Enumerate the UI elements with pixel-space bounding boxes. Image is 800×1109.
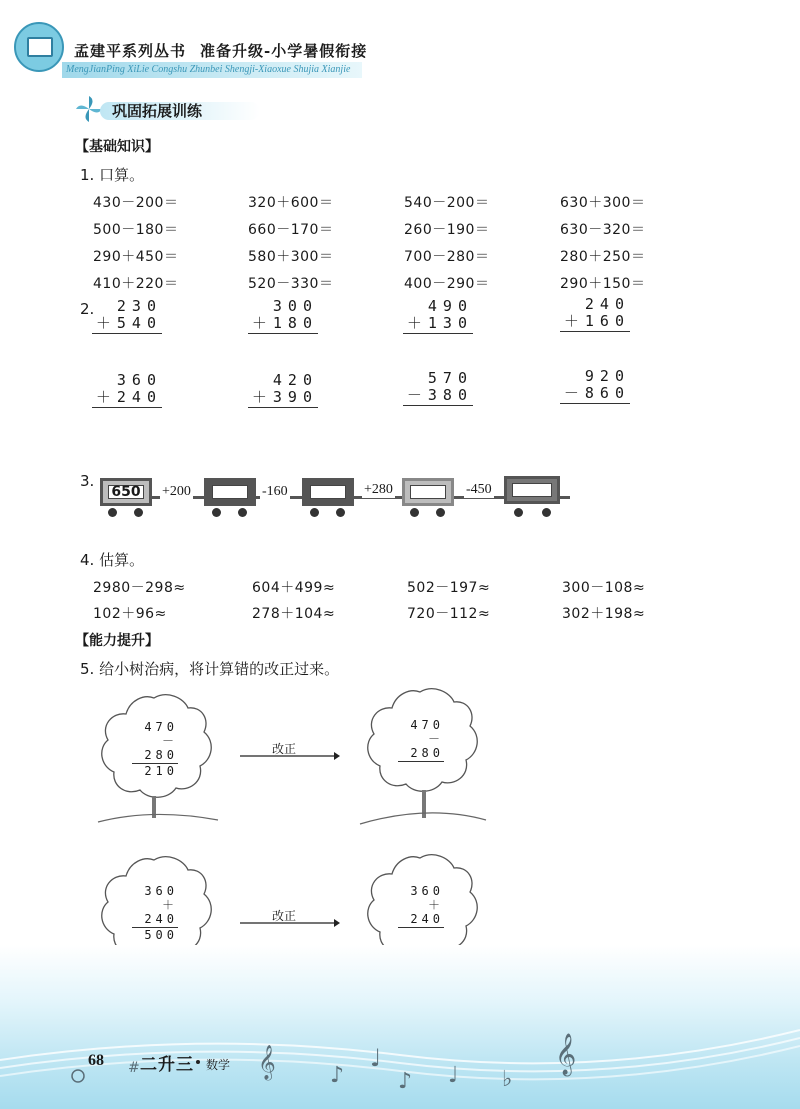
tree-calc-fix[interactable] bbox=[396, 718, 444, 762]
wheel-icon bbox=[514, 508, 523, 517]
q4-item: 102＋96≈ bbox=[93, 606, 167, 622]
q4-item: 2980－298≈ bbox=[93, 580, 186, 596]
q3-number: 3. bbox=[80, 472, 95, 490]
q1-item: 290＋150＝ bbox=[560, 276, 646, 292]
wheel-icon bbox=[212, 508, 221, 517]
tree-calc-wrong bbox=[130, 720, 178, 778]
train-diagram bbox=[100, 474, 570, 526]
q4-item: 278＋104≈ bbox=[252, 606, 336, 622]
q2-rule bbox=[92, 333, 162, 334]
operation-label: +280 bbox=[364, 482, 393, 497]
q2-bottom: ＋240 bbox=[95, 388, 162, 406]
start-number: 650 bbox=[111, 484, 141, 500]
q2-bottom: －380 bbox=[406, 386, 473, 404]
section-basic: 【基础知识】 bbox=[75, 139, 159, 155]
q2-bottom: ＋160 bbox=[563, 312, 630, 330]
q4-item: 502－197≈ bbox=[407, 580, 491, 596]
tree-top: 470 bbox=[410, 718, 444, 732]
wheel-icon bbox=[134, 508, 143, 517]
q2-rule bbox=[248, 333, 318, 334]
q2-bottom: ＋390 bbox=[251, 388, 318, 406]
q2-problem bbox=[556, 296, 630, 332]
subject-label: 数学 bbox=[206, 1058, 231, 1072]
book-title: 准备升级-小学暑假衔接 bbox=[200, 42, 368, 60]
q2-rule bbox=[248, 407, 318, 408]
answer-box[interactable] bbox=[212, 485, 248, 499]
operation-label: -450 bbox=[466, 482, 492, 497]
q1-item: 580＋300＝ bbox=[248, 249, 334, 265]
q2-top: 360 bbox=[116, 371, 162, 389]
arrow-icon bbox=[240, 752, 340, 760]
q1-item: 430－200＝ bbox=[93, 195, 179, 211]
q2-top: 490 bbox=[427, 297, 473, 315]
tree-rule bbox=[398, 927, 444, 928]
tree-top: 360 bbox=[410, 884, 444, 898]
q2-top: 230 bbox=[116, 297, 162, 315]
tree-top: 360 bbox=[144, 884, 178, 898]
svg-text:♪: ♪ bbox=[398, 1069, 413, 1094]
section-ability: 【能力提升】 bbox=[75, 633, 159, 649]
section-banner: 巩固拓展训练 bbox=[112, 102, 203, 120]
dot-separator bbox=[196, 1060, 200, 1064]
q1-item: 290＋450＝ bbox=[93, 249, 179, 265]
pinyin-subtitle: MengJianPing XiLie Congshu Zhunbei Shengji-Xiaoxue Shujia Xianjie bbox=[66, 64, 351, 75]
q2-rule bbox=[403, 333, 473, 334]
correct-label: 改正 bbox=[272, 742, 297, 756]
q1-item: 320＋600＝ bbox=[248, 195, 334, 211]
svg-text:♪: ♪ bbox=[330, 1063, 345, 1088]
q2-problem bbox=[244, 372, 318, 408]
answer-box[interactable] bbox=[512, 483, 552, 497]
wheel-icon bbox=[238, 508, 247, 517]
q1-item: 500－180＝ bbox=[93, 222, 179, 238]
q2-rule bbox=[560, 403, 630, 404]
q1-item: 280＋250＝ bbox=[560, 249, 646, 265]
train-car bbox=[504, 476, 560, 504]
series-title: 孟建平系列丛书 bbox=[74, 42, 187, 60]
q2-top: 240 bbox=[584, 295, 630, 313]
q2-problem bbox=[88, 298, 162, 334]
tree-bottom: ＋240 bbox=[144, 898, 178, 926]
operation-label: +200 bbox=[162, 484, 191, 499]
q1-title: 1. 口算。 bbox=[80, 166, 145, 184]
tree-top: 470 bbox=[144, 720, 178, 734]
train-car bbox=[402, 478, 454, 506]
tree-bottom: －280 bbox=[410, 732, 444, 760]
q1-item: 630＋300＝ bbox=[560, 195, 646, 211]
q1-item: 520－330＝ bbox=[248, 276, 334, 292]
q2-problem bbox=[244, 298, 318, 334]
operation-label: -160 bbox=[262, 484, 288, 499]
q1-item: 400－290＝ bbox=[404, 276, 490, 292]
book-icon bbox=[27, 37, 53, 57]
svg-text:♩: ♩ bbox=[370, 1044, 382, 1072]
q4-item: 300－108≈ bbox=[562, 580, 646, 596]
tree-result: 210 bbox=[144, 764, 178, 778]
q1-item: 410＋220＝ bbox=[93, 276, 179, 292]
car-window bbox=[108, 485, 144, 499]
svg-text:𝄞: 𝄞 bbox=[258, 1045, 276, 1080]
svg-text:𝄞: 𝄞 bbox=[555, 1034, 577, 1075]
q2-bottom: －860 bbox=[563, 384, 630, 402]
wheel-icon bbox=[410, 508, 419, 517]
answer-box[interactable] bbox=[310, 485, 346, 499]
q2-rule bbox=[403, 405, 473, 406]
q2-problem bbox=[88, 372, 162, 408]
q2-problem bbox=[399, 298, 473, 334]
grade-label: 二升三 bbox=[140, 1055, 194, 1075]
tree-bottom: ＋240 bbox=[410, 898, 444, 926]
train-car bbox=[302, 478, 354, 506]
music-staff-decoration bbox=[0, 1000, 800, 1109]
wheel-icon bbox=[336, 508, 345, 517]
q1-item: 540－200＝ bbox=[404, 195, 490, 211]
q2-top: 300 bbox=[272, 297, 318, 315]
series-logo bbox=[14, 22, 64, 72]
tree-result: 500 bbox=[144, 928, 178, 942]
q2-rule bbox=[560, 331, 630, 332]
svg-text:#: # bbox=[128, 1060, 140, 1076]
q2-bottom: ＋130 bbox=[406, 314, 473, 332]
wheel-icon bbox=[108, 508, 117, 517]
svg-text:♭: ♭ bbox=[502, 1067, 513, 1092]
q1-item: 700－280＝ bbox=[404, 249, 490, 265]
tree-rule bbox=[398, 761, 444, 762]
q1-item: 660－170＝ bbox=[248, 222, 334, 238]
q4-title: 4. 估算。 bbox=[80, 551, 145, 569]
arrow-icon bbox=[240, 919, 340, 927]
q4-item: 604＋499≈ bbox=[252, 580, 336, 596]
train-car bbox=[204, 478, 256, 506]
q2-top: 570 bbox=[427, 369, 473, 387]
q1-item: 630－320＝ bbox=[560, 222, 646, 238]
q5-title: 5. 给小树治病，将计算错的改正过来。 bbox=[80, 660, 340, 678]
wheel-icon bbox=[542, 508, 551, 517]
wheel-icon bbox=[310, 508, 319, 517]
q2-rule bbox=[92, 407, 162, 408]
q2-bottom: ＋180 bbox=[251, 314, 318, 332]
q4-item: 720－112≈ bbox=[407, 606, 491, 622]
q2-problem bbox=[556, 368, 630, 404]
tree-calc-fix[interactable] bbox=[396, 884, 444, 928]
page-number: 68 bbox=[88, 1052, 104, 1069]
q2-top: 920 bbox=[584, 367, 630, 385]
q1-item: 260－190＝ bbox=[404, 222, 490, 238]
q2-top: 420 bbox=[272, 371, 318, 389]
wheel-icon bbox=[436, 508, 445, 517]
train-car-start bbox=[100, 478, 152, 506]
answer-box[interactable] bbox=[410, 485, 446, 499]
correct-label: 改正 bbox=[272, 909, 297, 923]
q4-item: 302＋198≈ bbox=[562, 606, 646, 622]
q2-number: 2. bbox=[80, 300, 95, 318]
tree-calc-wrong bbox=[130, 884, 178, 942]
svg-text:♩: ♩ bbox=[448, 1063, 459, 1088]
q2-bottom: ＋540 bbox=[95, 314, 162, 332]
q2-problem bbox=[399, 370, 473, 406]
tree-bottom: －280 bbox=[144, 734, 178, 762]
